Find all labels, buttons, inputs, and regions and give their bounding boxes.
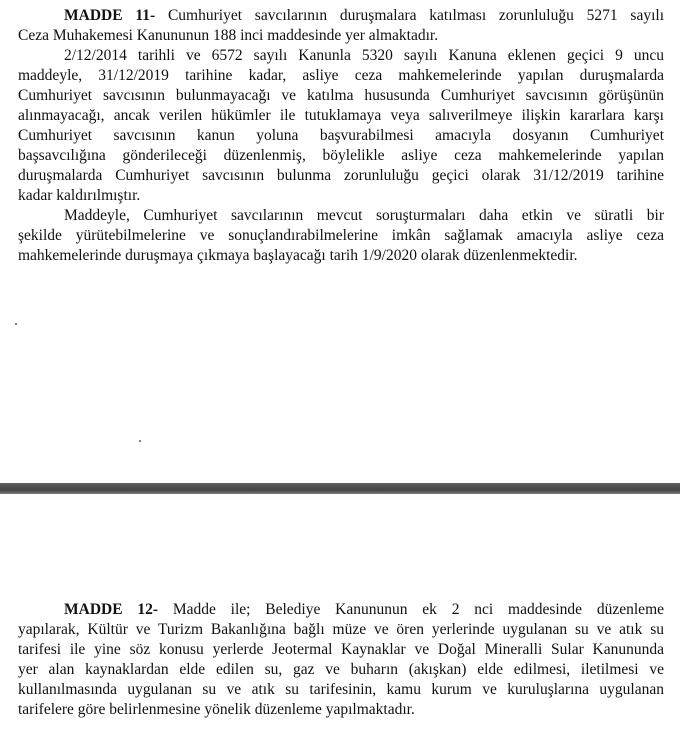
text-line: alınmayacağı, ancak verilen hükümler ile tutuklamaya veya salıverilmeye ilişkin kararlara karşı [18, 107, 664, 124]
text-line: Cumhuriyet savcılarının duruşmalara katılması zorunluluğu 5271 sayılı [167, 7, 664, 24]
text-line: Maddeyle, Cumhuriyet savcılarının mevcut soruşturmaları daha etkin ve süratli bir [64, 207, 664, 224]
text-line: kullanılmasında uygulanan su ve atık su tarifesinin, kamu kurum ve kuruluşlarına uygulanan [18, 681, 664, 698]
article-11-first-line [18, 6, 664, 26]
text-line: şekilde yürütebilmelerine ve sonuçlandırabilmelerine imkân sağlamak amacıyla asliye ceza [18, 227, 664, 244]
article-11-label: MADDE 11- [64, 7, 156, 24]
text-line: yapılarak, Kültür ve Turizm Bakanlığına bağlı müze ve ören yerlerinde uygulanan su ve atık su [18, 621, 664, 638]
article-12-block [18, 600, 664, 720]
text-line: başsavcılığına gönderileceği düzenlenmiş, böylelikle asliye ceza mahkemelerinde yapılan [18, 147, 664, 164]
article-11-block [18, 6, 664, 266]
bottom-page [0, 494, 680, 732]
text-line: tarifelere göre belirlenmesine yönelik düzenleme yapılmaktadır. [18, 701, 415, 718]
text-line: Madde ile; Belediye Kanununun ek 2 nci maddesinde düzenleme [172, 601, 664, 618]
text-line: Ceza Muhakemesi Kanununun 188 inci maddesinde yer almaktadır. [18, 27, 439, 44]
text-line: yer alan kaynaklardan elde edilen su, gaz ve buharın (akışkan) elde edilmesi, iletilmesi ve [18, 661, 664, 678]
text-line: kadar kaldırılmıştır. [18, 187, 141, 204]
text-line: tarifesi ile yine söz konusu yerlerde Jeotermal Kaynaklar ve Doğal Mineralli Sular Kanununda [18, 641, 664, 658]
text-line: mahkemelerinde duruşmaya çıkmaya başlayacağı tarih 1/9/2020 olarak düzenlenmektedir. [18, 247, 578, 264]
article-12-label: MADDE 12- [64, 601, 159, 618]
text-line: maddeyle, 31/12/2019 tarihine kadar, asliye ceza mahkemelerinde yapılan duruşmalarda [18, 67, 664, 84]
scan-speck [15, 323, 17, 325]
text-line: Cumhuriyet savcısının bulunmayacağı ve katılma hususunda Cumhuriyet savcısının görüşünün [18, 87, 664, 104]
article-12-first-line [18, 600, 664, 620]
text-line: 2/12/2014 tarihli ve 6572 sayılı Kanunla 5320 sayılı Kanuna eklenen geçici 9 uncu [64, 47, 664, 64]
text-line: Cumhuriyet savcısının kanun yoluna başvurabilmesi amacıyla dosyanın Cumhuriyet [18, 127, 664, 144]
scan-speck [139, 440, 141, 442]
text-line: duruşmalarda Cumhuriyet savcısının bulunma zorunluluğu geçici olarak 31/12/2019 tarihine [18, 167, 664, 184]
